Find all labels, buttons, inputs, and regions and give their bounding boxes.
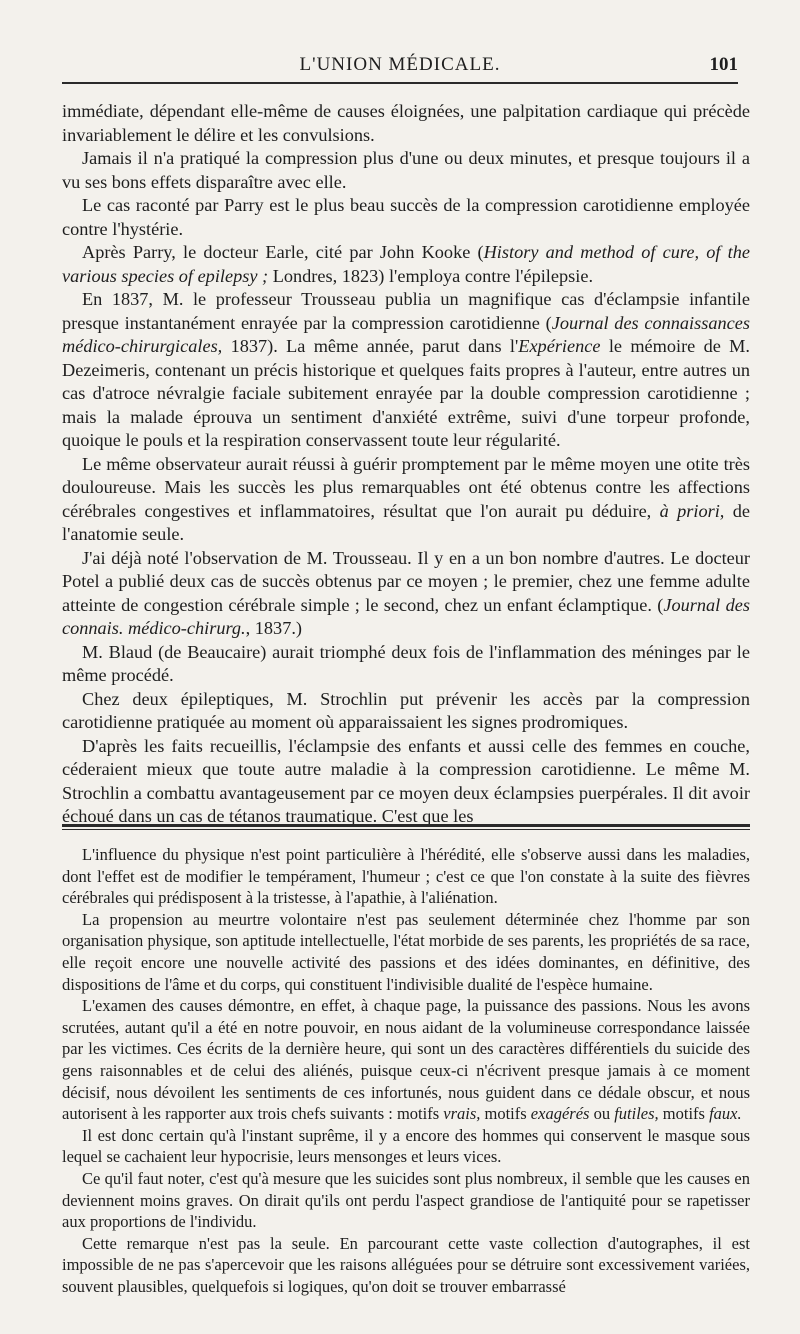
paragraph: Chez deux épileptiques, M. Strochlin put prévenir les accès par la compression carotidienne pratiquée au moment où apparaissaient les signes prodromiques. — [62, 688, 750, 732]
page-number: 101 — [709, 54, 738, 75]
footnote-paragraph: Il est donc certain qu'à l'instant suprême, il y a encore des hommes qui conservent le masque sous lequel se cachaient leur hypocrisie, leurs mensonges et leurs vices. — [62, 1125, 750, 1167]
footnote-text — [62, 844, 750, 1297]
footnote-paragraph: L'examen des causes démontre, en effet, à chaque page, la puissance des passions. Nous les avons scrutées, autant qu'il a été en notre pouvoir, en nous aidant de la volumineuse correspondance laissée par les victimes. Ces écrits de la dernière heure, qui sont un des caractères différentiels du suicide des gens raisonnables et de celui des aliénés, puisque ceux-ci n'écrivent presque jamais à ce moment décisif, nous dévoilent les sentiments de ces infortunés, nous guident dans ce dédale obscur, et nous autorisent à les rapporter aux trois chefs suivants : motifs vrais, motifs exagérés ou futiles, motifs faux. — [62, 996, 750, 1124]
paragraph: Le cas raconté par Parry est le plus beau succès de la compression carotidienne employée contre l'hystérie. — [62, 195, 750, 239]
paragraph: immédiate, dépendant elle-même de causes éloignées, une palpitation cardiaque qui précède invariablement le délire et les convulsions. — [62, 101, 750, 145]
paragraph: Le même observateur aurait réussi à guérir promptement par le même moyen une otite très douloureuse. Mais les succès les plus remarquables ont été obtenus contre les affections cérébrales congestives et inflammatoires, résultat que l'on aurait pu déduire, à priori, de l'anatomie seule. — [62, 453, 750, 544]
paragraph: M. Blaud (de Beaucaire) aurait triomphé deux fois de l'inflammation des méninges par le même procédé. — [62, 641, 750, 685]
running-header — [62, 50, 738, 80]
paragraph: D'après les faits recueillis, l'éclampsie des enfants et aussi celle des femmes en couche, céderaient mieux que toute autre maladie à la compression carotidienne. Le même M. Strochlin a combattu avantageusement par ce moyen deux éclampsies puerpérales. Il dit avoir échoué dans un cas de tétanos traumatique. C'est que les — [62, 735, 750, 826]
header-rule — [62, 82, 738, 84]
footnote-paragraph: La propension au meurtre volontaire n'est pas seulement déterminée chez l'homme par son organisation physique, son aptitude intellectuelle, l'état morbide de ses parents, les propriétés de sa race, elle reçoit encore une nouvelle activité des passions et des idées dominantes, en définitive, des dispositions de l'âme et du corps, qui constituent l'indivisible dualité de l'espèce humaine. — [62, 909, 750, 994]
footnote-paragraph: L'influence du physique n'est point particulière à l'hérédité, elle s'observe aussi dans les maladies, dont l'effet est de modifier le tempérament, l'humeur ; c'est ce que l'on constate à la suite des fièvres cérébrales qui prédisposent à la tristesse, à l'apathie, à l'aliénation. — [62, 845, 750, 908]
paragraph: J'ai déjà noté l'observation de M. Trousseau. Il y en a un bon nombre d'autres. Le docteur Potel a publié deux cas de succès obtenus par ce moyen ; le premier, chez une femme adulte atteinte de congestion cérébrale simple ; le second, chez un enfant éclamptique. (Journal des connais. médico-chirurg., 1837.) — [62, 547, 750, 638]
main-text — [62, 100, 750, 829]
paragraph: Après Parry, le docteur Earle, cité par John Kooke (History and method of cure, of the various species of epilepsy ; Londres, 1823) l'employa contre l'épilepsie. — [62, 242, 750, 286]
paragraph: En 1837, M. le professeur Trousseau publia un magnifique cas d'éclampsie infantile presque instantanément enrayée par la compression carotidienne (Journal des connaissances médico-chirurgicales, 1837). La même année, parut dans l'Expérience le mémoire de M. Dezeimeris, contenant un précis historique et quelques faits propres à l'auteur, entre autres un cas d'atroce névralgie faciale subitement enrayée par la double compression carotidienne ; mais la malade éprouva un sentiment d'anxiété extrême, suivi d'une torpeur profonde, quoique le pouls et la respiration conservassent toute leur régularité. — [62, 289, 751, 450]
paragraph: Jamais il n'a pratiqué la compression plus d'une ou deux minutes, et presque toujours il a vu ses bons effets disparaître avec elle. — [62, 148, 750, 192]
footnote-separator — [62, 824, 750, 834]
footnote-paragraph: Cette remarque n'est pas la seule. En parcourant cette vaste collection d'autographes, il est impossible de ne pas s'apercevoir que les raisons alléguées pour se détruire sont excessivement variées, souvent plausibles, quelquefois si logiques, qu'on doit se trouver embarrassé — [62, 1233, 750, 1296]
footnote-paragraph: Ce qu'il faut noter, c'est qu'à mesure que les suicides sont plus nombreux, il semble que les causes en deviennent moins graves. On dirait qu'ils ont perdu l'aspect grandiose de l'antiquité pour se rapetisser aux proportions de l'individu. — [62, 1168, 750, 1232]
journal-title: L'UNION MÉDICALE. — [299, 54, 501, 75]
